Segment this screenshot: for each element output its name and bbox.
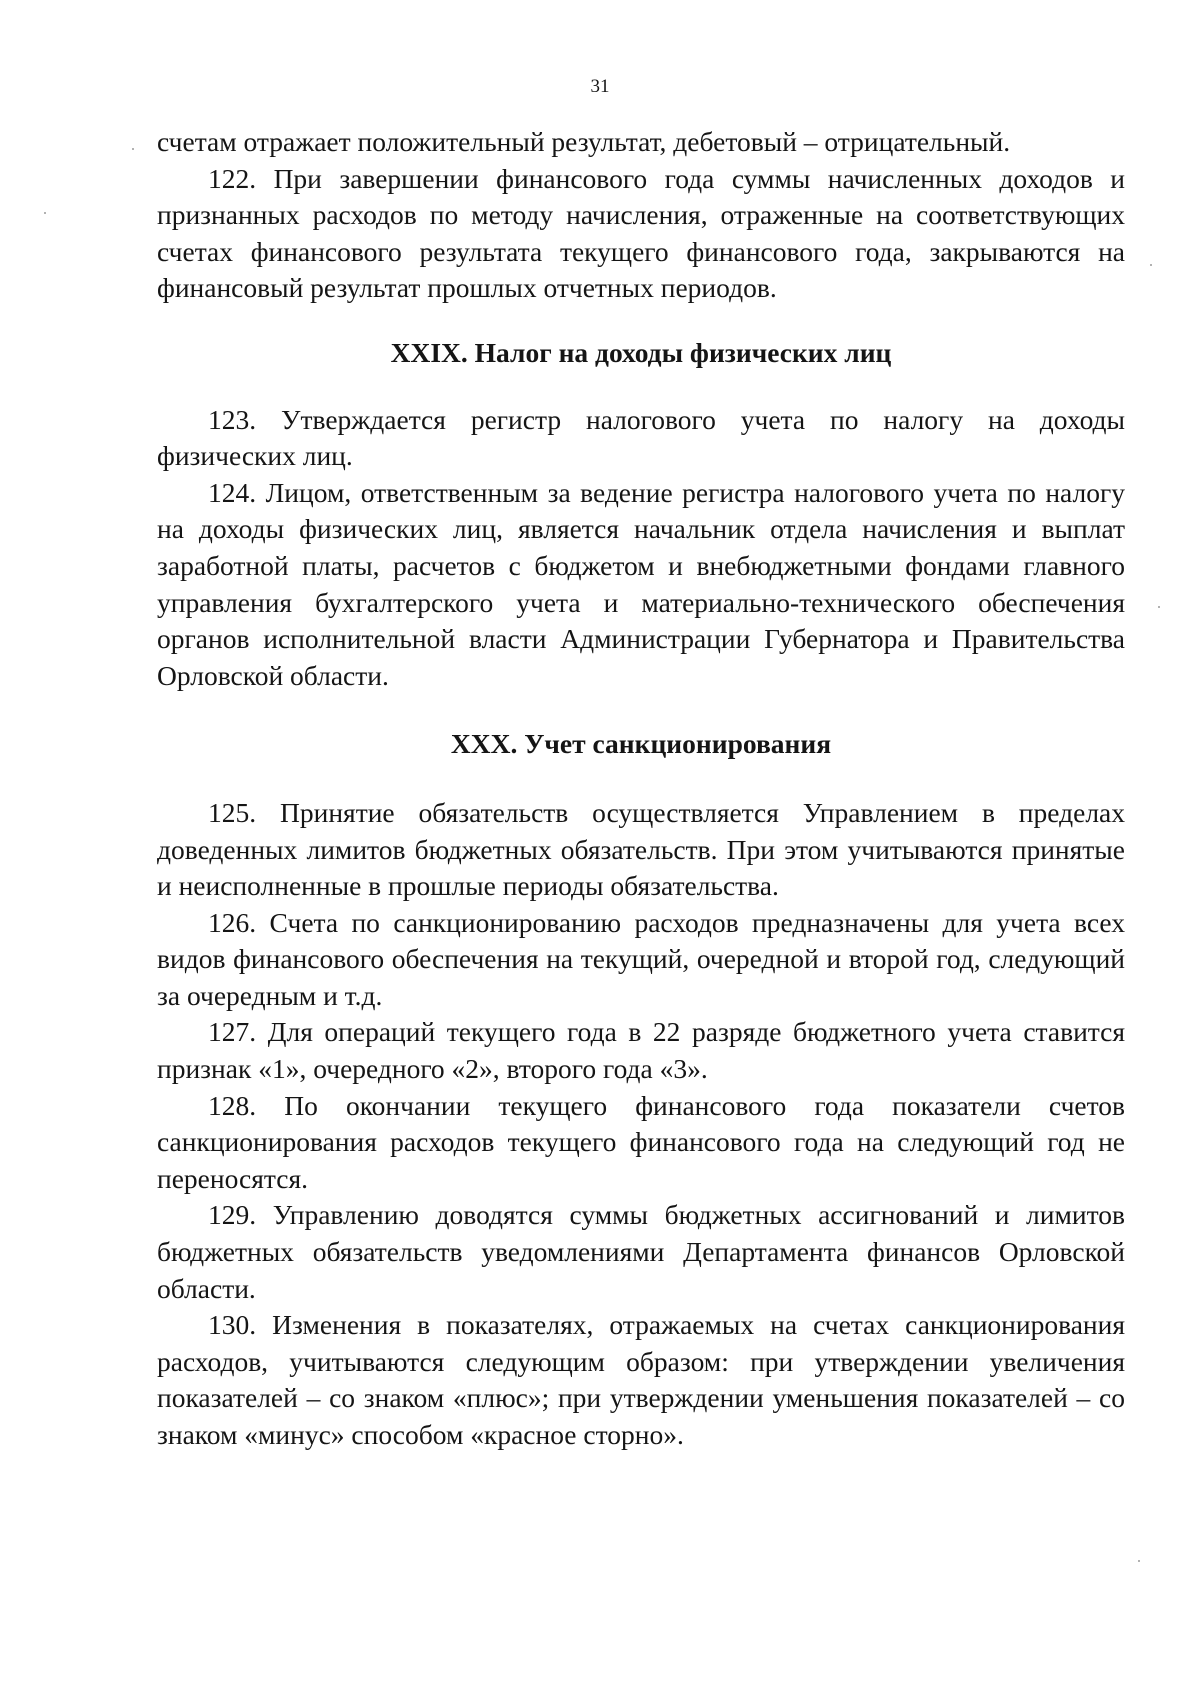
section-heading-xxix: XXIX. Налог на доходы физических лиц: [390, 336, 892, 368]
scan-speck: [1138, 1560, 1140, 1562]
paragraph-122: 122. При завершении финансового года суммы начисленных доходов и признанных расходов по методу начисления, отраженные на соответствующих счетах финансового результата текущего финансового года, закрываются на финансовый результат прошлых отчетных периодов.: [157, 162, 1125, 304]
scan-speck: [132, 148, 134, 150]
paragraph-130: 130. Изменения в показателях, отражаемых на счетах санкционирования расходов, учитываются следующим образом: при утверждении увеличения показателей – со знаком «плюс»; при утверждении уменьшения показателей – со знаком «минус» способом «красное сторно».: [157, 1309, 1125, 1450]
page-number: 31: [590, 76, 610, 97]
scan-speck: [1150, 264, 1152, 266]
paragraph-124: 124. Лицом, ответственным за ведение регистра налогового учета по налогу на доходы физических лиц, является начальник отдела начисления и выплат заработной платы, расчетов с бюджетом и внебюджетными фондами главного управления бухгалтерского учета и материально-технического обеспечения органов исполнительной власти Администрации Губернатора и Правительства Орловской области.: [157, 476, 1125, 691]
document-body: [157, 124, 1125, 1454]
scan-speck: [44, 212, 46, 214]
paragraph-129: 129. Управлению доводятся суммы бюджетных ассигнований и лимитов бюджетных обязательств уведомлениями Департамента финансов Орловской области.: [157, 1199, 1125, 1304]
scan-speck: [1158, 606, 1160, 608]
paragraph-123: 123. Утверждается регистр налогового учета по налогу на доходы физических лиц.: [157, 403, 1125, 472]
paragraph-128: 128. По окончании текущего финансового года показатели счетов санкционирования расходов текущего финансового года на следующий год не переносятся.: [157, 1089, 1125, 1194]
paragraph-125: 125. Принятие обязательств осуществляется Управлением в пределах доведенных лимитов бюджетных обязательств. При этом учитываются принятые и неисполненные в прошлые периоды обязательства.: [157, 796, 1125, 902]
section-heading-xxx: XXX. Учет санкционирования: [450, 728, 832, 760]
paragraph-126: 126. Счета по санкционированию расходов предназначены для учета всех видов финансового обеспечения на текущий, очередной и второй год, следующий за очередным и т.д.: [157, 906, 1125, 1011]
paragraph-127: 127. Для операций текущего года в 22 разряде бюджетного учета ставится признак «1», очередного «2», второго года «3».: [157, 1016, 1125, 1085]
paragraph-continuation: счетам отражает положительный результат, дебетовый – отрицательный.: [157, 126, 1011, 157]
